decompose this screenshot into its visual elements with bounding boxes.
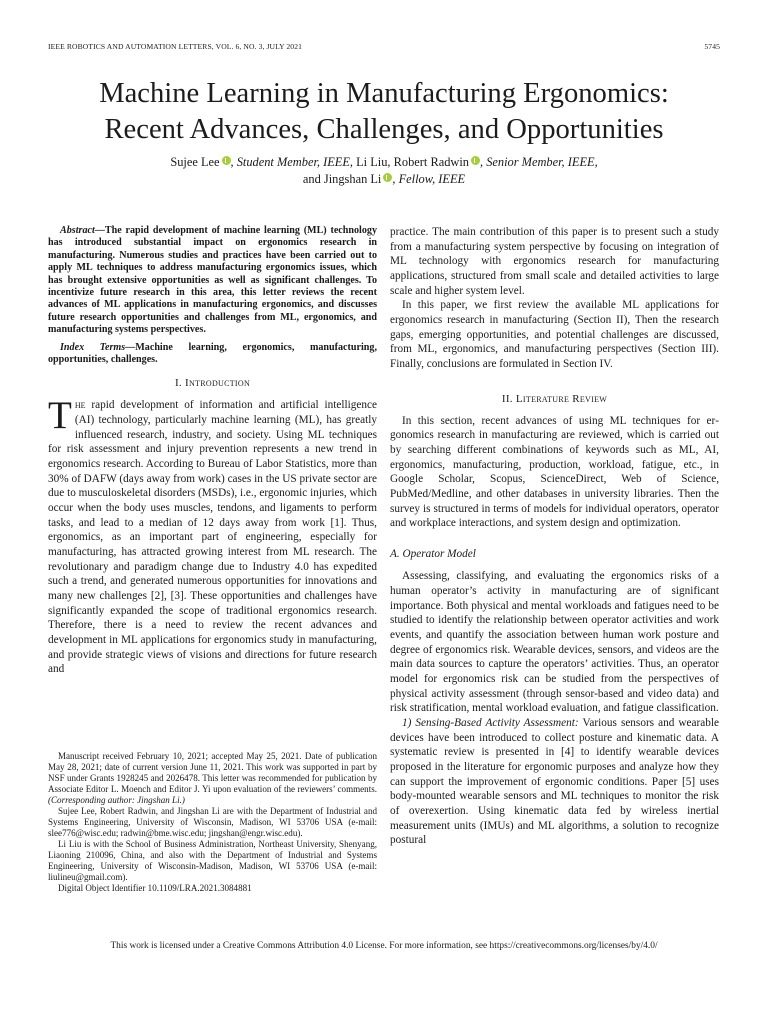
running-header — [48, 42, 720, 54]
subsubsection-lead: 1) Sensing-Based Activity Assessment: — [402, 717, 579, 730]
drop-cap: T — [48, 394, 72, 438]
footnote-affiliation-2: Li Liu is with the School of Business Administration, Northeast University, Shenyang, Liaoning 210096, China, and also with the Department of Industrial and Systems Engineering, University of Wisconsin-Madison, Madison, WI 53706 USA (e-mail: liulineu@gmail.com). — [48, 839, 377, 882]
footnotes — [48, 751, 377, 894]
sensing-assessment-text: Various sensors and wearable devices have been introduced to collect posture and kinematic data. A systematic review is presented in [4] to identify wearable devices proposed in the literature for ergonomic purposes and analyze how they can support the improvement of ergonomic conditions. Paper [5] uses body-mounted wearable sensors and ML techniques to monitor the risk of overexertion. Using kinematic data fed by wireless inertial measurement units (IMUs) and ML algorithms, a solution to recognize postural — [390, 717, 719, 847]
literature-review-paragraph: In this section, recent advances of using ML techniques for ergonomics research in manufacturing are reviewed, which is carried out by searching different combinations of keywords such as ML, AI, ergonomics, manufacturing, production, workload, fatigue, etc., in Google Scholar, Scopus, ScienceDirect, Web of Science, PubMed/Medline, and other databases in university libraries. Then the survey is structured in terms of models for individual operators, operator and workplace interactions, and system design and optimization. — [390, 414, 719, 530]
intro-paragraph-continued: practice. The main contribution of this paper is to present such a study from a manufacturing system perspective by focusing on integration of ML technology with ergonomics research for manufacturing applications, structured from small scale and detailed activities to large scale and higher system level. — [390, 226, 719, 297]
abstract-text: —The rapid development of machine learning (ML) technology has introduced substantial impact on ergonomics research in manufacturing. Numerous studies and practices have been carried out to apply ML techniques to address manufacturing ergonomics issues, which has brought extensive opportunities as well as significant challenges. To incentivize future research in this area, this letter reviews the recent advances of ML applications in manufacturing ergonomics, and discusses future research opportunities and challenges from ML, ergonomics, and manufacturing systems perspectives. — [48, 225, 377, 336]
index-terms-text: —Machine learning, ergonomics, manufacturing, opportunities, challenges. — [48, 341, 377, 366]
author-line-2 — [40, 171, 728, 188]
footnote-manuscript — [48, 751, 377, 806]
orcid-icon[interactable] — [222, 156, 231, 165]
intro-lead-word: he — [74, 399, 86, 412]
index-terms — [48, 342, 377, 367]
corresponding-author: (Corresponding author: Jingshan Li.) — [48, 795, 185, 805]
author-line-1 — [40, 154, 728, 171]
title-line-2: Recent Advances, Challenges, and Opportunities — [104, 114, 664, 145]
journal-citation: IEEE ROBOTICS AND AUTOMATION LETTERS, VOL. 6, NO. 3, JULY 2021 — [48, 42, 302, 51]
license-notice: This work is licensed under a Creative Commons Attribution 4.0 License. For more information, see https://creativecommons.org/licenses/by/4.0/ — [110, 941, 658, 951]
sensing-assessment-paragraph — [390, 716, 719, 848]
intro-paragraph — [48, 394, 377, 676]
index-terms-lead: Index Terms — [60, 341, 126, 353]
page-number: 5745 — [704, 42, 720, 51]
subsection-heading-operator-model: A. Operator Model — [390, 547, 476, 560]
footnote-doi: Digital Object Identifier 10.1109/LRA.2021.3084881 — [58, 883, 252, 893]
intro-paragraph-2: In this paper, we first review the available ML applications for ergonomics research in manufacturing (Section II), Then the research gaps, emerging opportunities, and potential challenges are discussed, from ML, ergonomics, and manufacturing perspectives (Section III). Finally, conclusions are formulated in Section IV. — [390, 299, 719, 370]
paper-title — [40, 76, 728, 148]
left-column — [48, 225, 377, 677]
orcid-icon[interactable] — [471, 156, 480, 165]
author-name: and Jingshan Li — [302, 172, 382, 186]
section-heading-introduction: I. Introduction — [174, 377, 251, 390]
abstract — [48, 225, 377, 337]
author-list — [40, 154, 728, 188]
operator-model-paragraph: Assessing, classifying, and evaluating the ergonomics risks of a human operator’s activity in manufacturing are of significant importance. Both physical and mental workloads and fatigues need to be studied to identify the relationship between operator activities and work events, and quantify the association between human work posture and degree of ergonomics risk. Wearable devices, sensors, and videos are the main data sources to capture the operators’ activities. Thus, an operator model for ergonomics risk can be studied from the perspectives of physical activity assessment (through sensor-based and video data) and risk stratification, mental workload evaluation, and fatigue classification. — [390, 570, 719, 715]
intro-text: rapid development of information and artificial intelligence (AI) technology, particularly machine learning (ML), has greatly influenced research, industry, and society. Using ML techniques for risk assessment and injury prevention represents a new trend in ergonomics research. According to Bureau of Labor Statistics, more than 30% of DAFW (days away from work) cases in the US private sector are due to musculoskeletal disorders (MSDs), i.e., ergonomic injuries, which occur when the body uses muscles, tendons, and ligaments to perform tasks, and lead to a median of 12 days away from work [1]. Thus, ergonomics, as an important part of engineering, especially for manufacturing, has attracted growing interest from ML research. The revolutionary and paradigm change due to Industry 4.0 has expedited such a trend, and generated numerous opportunities for innovations and many new challenges [2], [3]. These opportunities and challenges have significantly expanded the scope of traditional ergonomics research. Therefore, there is a need to review the recent advances and development in ML applications for ergonomics study in manufacturing, and provide strategic views of visions and directions for future research and — [48, 399, 377, 676]
abstract-lead: Abstract — [60, 225, 95, 236]
author-membership: , Senior Member, IEEE, — [480, 155, 598, 169]
author-name: Sujee Lee — [170, 155, 220, 169]
author-membership: , Fellow, IEEE — [392, 172, 466, 186]
author-name: Li Liu, Robert Radwin — [353, 155, 469, 169]
footnote-manuscript-text: Manuscript received February 10, 2021; accepted May 25, 2021. Date of publication May 28, 2021; date of current version June 11, 2021. This work was supported in part by NSF under Grants 1928245 and 2026478. This letter was recommended for publication by Associate Editor L. Moench and Editor J. Yi upon evaluation of the reviewers’ comments. — [48, 751, 377, 794]
right-column — [390, 225, 719, 848]
author-membership: , Student Member, IEEE, — [230, 155, 354, 169]
footnote-affiliation-1: Sujee Lee, Robert Radwin, and Jingshan Li are with the Department of Industrial and Systems Engineering, University of Wisconsin, Madison, WI 53706 USA (e-mail: slee776@wisc.edu; radwin@bme.wisc.edu; jingshan@engr.wisc.edu). — [48, 806, 377, 838]
section-heading-literature-review: II. Literature Review — [501, 392, 608, 405]
title-line-1: Machine Learning in Manufacturing Ergonomics: — [99, 78, 669, 109]
